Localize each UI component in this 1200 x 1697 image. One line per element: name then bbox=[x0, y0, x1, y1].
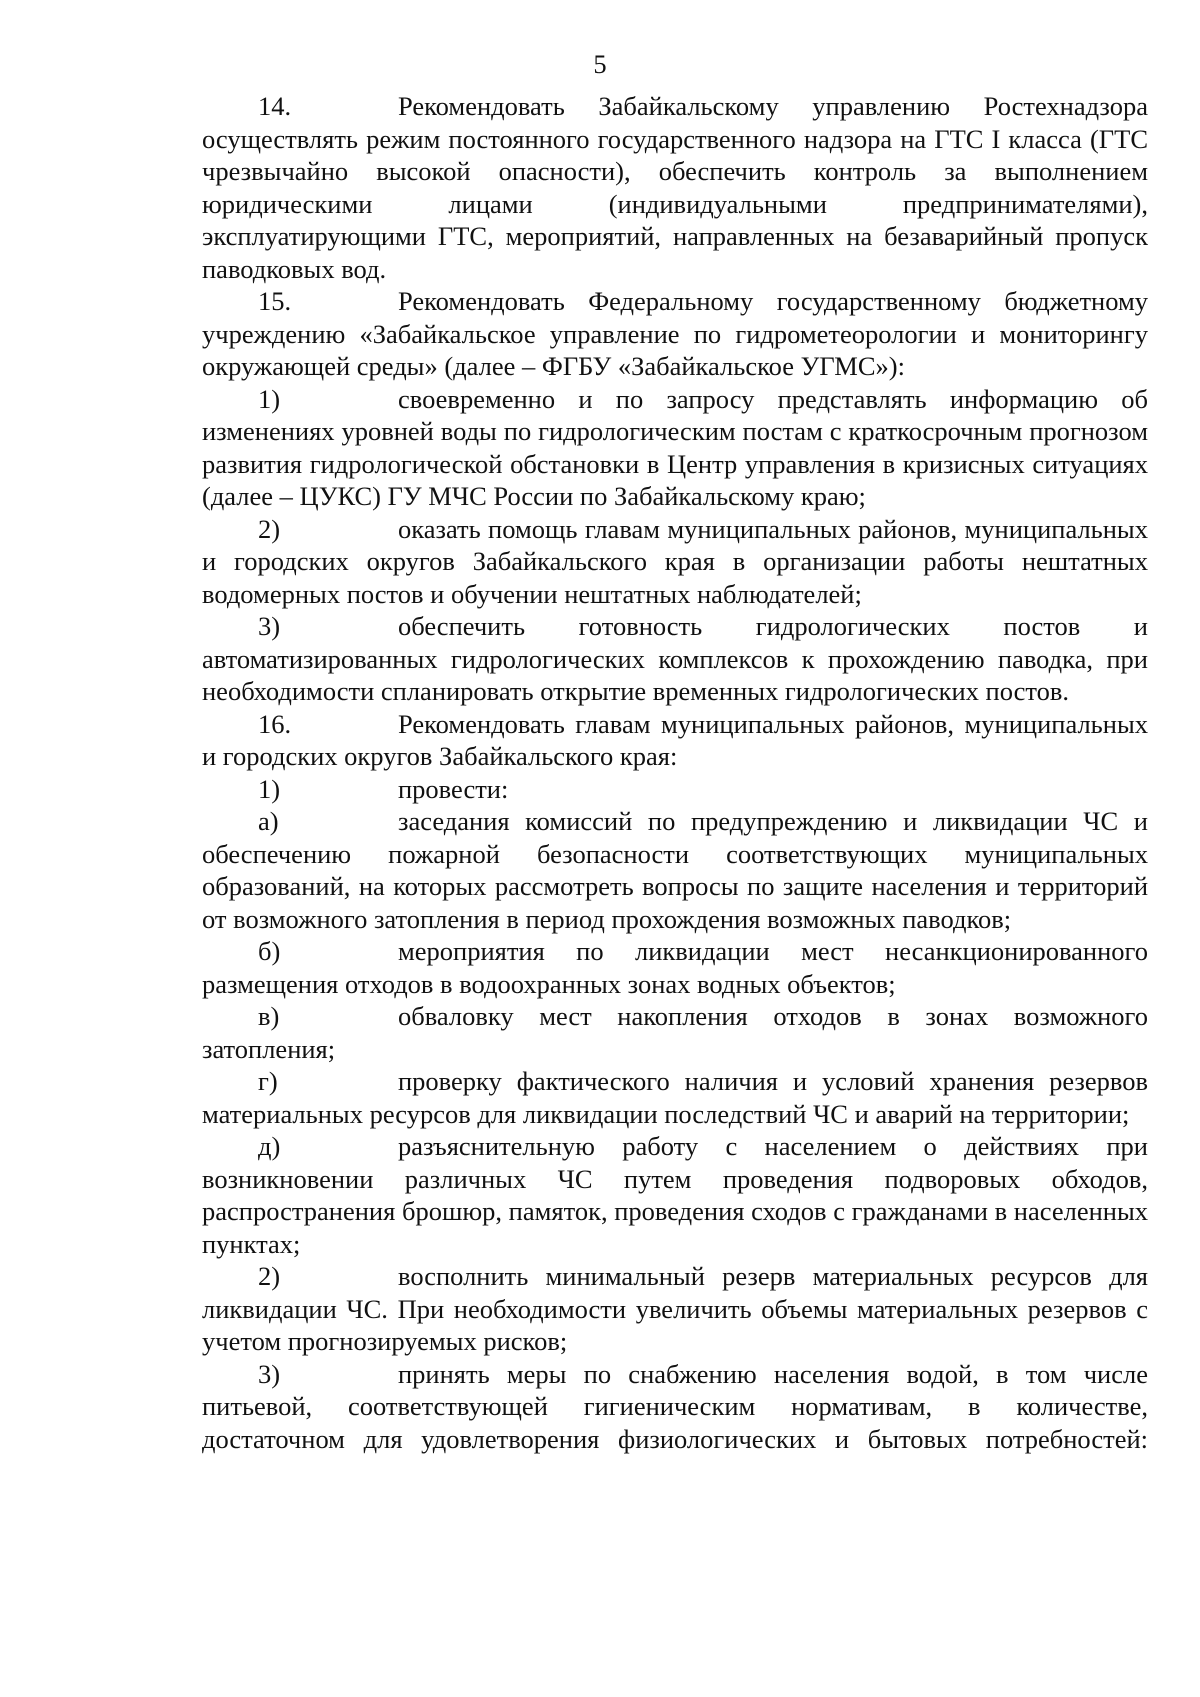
item-marker: 2) bbox=[258, 1261, 281, 1291]
item-marker: 16. bbox=[258, 708, 292, 739]
paragraph-text: обваловку мест накопления отходов в зонах возможного затопления; bbox=[202, 1001, 1148, 1064]
item-marker: б) bbox=[258, 936, 281, 966]
paragraph-text: провести: bbox=[398, 773, 509, 804]
paragraph-16 bbox=[202, 708, 1148, 773]
paragraph-16-1-d bbox=[202, 1130, 1148, 1260]
item-marker: д) bbox=[258, 1131, 281, 1161]
paragraph-text: восполнить минимальный резерв материальных ресурсов для ликвидации ЧС. При необходимости увеличить объемы материальных резервов с учетом прогнозируемых рисков; bbox=[202, 1261, 1148, 1356]
paragraph-14 bbox=[202, 90, 1148, 285]
paragraph-15-2 bbox=[202, 513, 1148, 611]
document-body bbox=[202, 90, 1148, 1455]
paragraph-16-1-v bbox=[202, 1000, 1148, 1065]
item-marker: в) bbox=[258, 1001, 280, 1031]
paragraph-16-3 bbox=[202, 1358, 1148, 1456]
item-marker: 3) bbox=[258, 1358, 281, 1389]
page-number: 5 bbox=[593, 49, 607, 79]
paragraph-text: своевременно и по запросу представлять информацию об изменениях уровней воды по гидрологическим постам с краткосрочным прогнозом развития гидрологической обстановки в Центр управления в кризисных ситуациях (далее – ЦУКС) ГУ МЧС России по Забайкальскому краю; bbox=[202, 383, 1148, 511]
item-marker: 1) bbox=[258, 383, 281, 414]
paragraph-16-1 bbox=[202, 773, 1148, 806]
paragraph-15 bbox=[202, 285, 1148, 383]
paragraph-15-3 bbox=[202, 610, 1148, 708]
item-marker: 3) bbox=[258, 611, 281, 641]
paragraph-15-1 bbox=[202, 383, 1148, 513]
paragraph-text: принять меры по снабжению населения водой, в том числе питьевой, соответствующей гигиеническим нормативам, в количестве, достаточном для удовлетворения физиологических и бытовых потребностей: bbox=[202, 1358, 1148, 1454]
item-marker: 2) bbox=[258, 513, 281, 544]
paragraph-text: оказать помощь главам муниципальных районов, муниципальных и городских округов Забайкальского края в организации работы нештатных водомерных постов и обучении нештатных наблюдателей; bbox=[202, 513, 1148, 609]
item-marker: г) bbox=[258, 1066, 278, 1096]
paragraph-16-1-g bbox=[202, 1065, 1148, 1130]
item-marker: а) bbox=[258, 806, 279, 836]
paragraph-text: Рекомендовать Забайкальскому управлению Ростехнадзора осуществлять режим постоянного государственного надзора на ГТС I класса (ГТС чрезвычайно высокой опасности), обеспечить контроль за выполнением юридическими лицами (индивидуальными предпринимателями), эксплуатирующими ГТС, мероприятий, направленных на безаварийный пропуск паводковых вод. bbox=[202, 91, 1148, 284]
paragraph-text: мероприятия по ликвидации мест несанкционированного размещения отходов в водоохранных зонах водных объектов; bbox=[202, 936, 1148, 999]
paragraph-text: заседания комиссий по предупреждению и ликвидации ЧС и обеспечению пожарной безопасности соответствующих муниципальных образований, на которых рассмотреть вопросы по защите населения и территорий от возможного затопления в период прохождения возможных паводков; bbox=[202, 806, 1148, 934]
item-marker: 1) bbox=[258, 773, 281, 804]
paragraph-text: разъяснительную работу с населением о действиях при возникновении различных ЧС путем проведения подворовых обходов, распространения брошюр, памяток, проведения сходов с гражданами в населенных пунктах; bbox=[202, 1131, 1148, 1259]
paragraph-text: обеспечить готовность гидрологических постов и автоматизированных гидрологических комплексов к прохождению паводка, при необходимости спланировать открытие временных гидрологических постов. bbox=[202, 611, 1148, 706]
paragraph-text: Рекомендовать Федеральному государственному бюджетному учреждению «Забайкальское управление по гидрометеорологии и мониторингу окружающей среды» (далее – ФГБУ «Забайкальское УГМС»): bbox=[202, 286, 1148, 381]
paragraph-16-1-a bbox=[202, 805, 1148, 935]
paragraph-16-1-b bbox=[202, 935, 1148, 1000]
item-marker: 15. bbox=[258, 286, 292, 316]
paragraph-16-2 bbox=[202, 1260, 1148, 1358]
paragraph-text: Рекомендовать главам муниципальных районов, муниципальных и городских округов Забайкальского края: bbox=[202, 708, 1148, 771]
paragraph-text: проверку фактического наличия и условий хранения резервов материальных ресурсов для ликвидации последствий ЧС и аварий на территории; bbox=[202, 1066, 1148, 1129]
item-marker: 14. bbox=[258, 91, 292, 121]
